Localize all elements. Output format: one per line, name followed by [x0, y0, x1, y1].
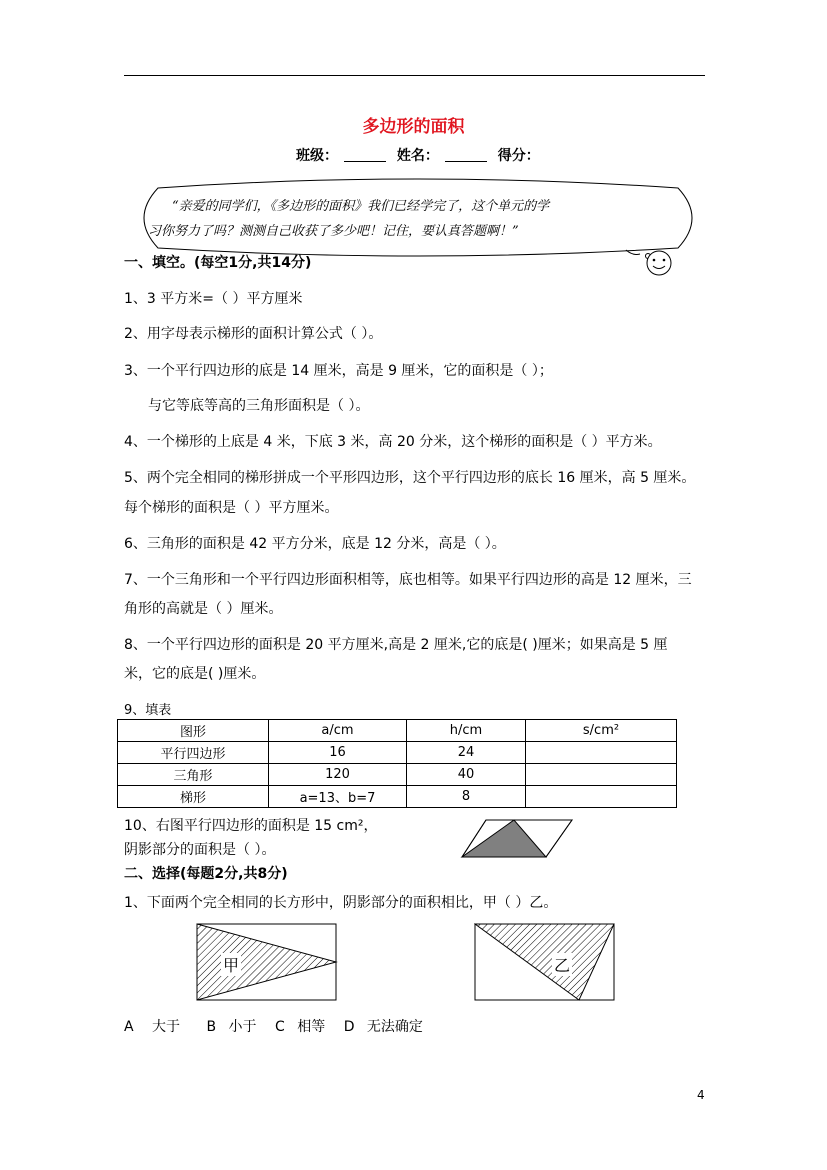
table-cell: 平行四边形	[118, 742, 269, 764]
table-cell: 40	[407, 764, 526, 786]
option-b-letter: B	[206, 1019, 217, 1035]
question-3a: 3、一个平行四边形的底是 14 厘米，高是 9 厘米，它的面积是（ ）；	[124, 363, 553, 379]
table-answer-cell[interactable]	[526, 764, 677, 786]
page-title: 多边形的面积	[362, 117, 465, 137]
table-cell: 8	[407, 786, 526, 808]
question-7a: 7、一个三角形和一个平行四边形面积相等，底也相等。如果平行四边形的高是 12 厘米，三	[124, 572, 692, 588]
question-4: 4、一个梯形的上底是 4 米，下底 3 米，高 20 分米，这个梯形的面积是（ ）平方米。	[124, 434, 662, 450]
name-blank[interactable]	[445, 161, 487, 162]
option-b-text[interactable]: 小于	[228, 1019, 257, 1035]
table-answer-cell[interactable]	[526, 786, 677, 808]
option-a-letter: A	[124, 1019, 134, 1035]
question-3b: 与它等底等高的三角形面积是（ ）。	[148, 398, 370, 414]
question-5a: 5、两个完全相同的梯形拼成一个平形四边形，这个平行四边形的底长 16 厘米，高 5 厘米。	[124, 470, 696, 486]
section-2-heading: 二、选择(每题2分,共8分)	[124, 866, 288, 882]
label-yi: 乙	[552, 953, 572, 976]
table-header-cell: h/cm	[407, 720, 526, 742]
parallelogram-figure-icon	[460, 818, 576, 860]
class-label: 班级：	[296, 148, 338, 164]
header-rule	[124, 75, 705, 76]
question-8b: 米，它的底是( )厘米。	[124, 666, 266, 682]
choice-question-1: 1、下面两个完全相同的长方形中，阴影部分的面积相比，甲（ ）乙。	[124, 895, 558, 911]
table-answer-cell[interactable]	[526, 742, 677, 764]
table-cell: 三角形	[118, 764, 269, 786]
table-header-cell: a/cm	[269, 720, 407, 742]
student-info	[296, 145, 540, 165]
option-a-text[interactable]: 大于	[152, 1019, 181, 1035]
label-jia: 甲	[221, 953, 241, 976]
option-c-text[interactable]: 相等	[297, 1019, 326, 1035]
intro-line-1: “亲爱的同学们，《多边形的面积》我们已经学完了，这个单元的学	[172, 199, 550, 214]
table-row	[118, 764, 677, 786]
table-cell: a=13、b=7	[269, 786, 407, 808]
question-1: 1、3 平方米=（ ）平方厘米	[124, 291, 303, 307]
table-cell: 24	[407, 742, 526, 764]
score-label: 得分：	[497, 148, 540, 164]
question-10b: 阴影部分的面积是（ ）。	[124, 842, 276, 858]
smiley-face-icon	[644, 249, 674, 277]
question-5b: 每个梯形的面积是（ ）平方厘米。	[124, 500, 339, 516]
class-blank[interactable]	[344, 161, 386, 162]
option-d-text[interactable]: 无法确定	[366, 1019, 423, 1035]
name-label: 姓名：	[396, 148, 439, 164]
table-header-cell: 图形	[118, 720, 269, 742]
table-cell: 梯形	[118, 786, 269, 808]
table-row	[118, 786, 677, 808]
table-cell: 16	[269, 742, 407, 764]
rectangle-yi-figure-icon	[474, 923, 616, 1003]
intro-line-2: 习你努力了吗？测测自己收获了多少吧！记住，要认真答题啊！”	[148, 224, 519, 239]
table-header-cell: s/cm²	[526, 720, 677, 742]
question-10a: 10、右图平行四边形的面积是 15 cm²，	[124, 818, 378, 834]
table-row	[118, 742, 677, 764]
table-header-row	[118, 720, 677, 742]
question-8a: 8、一个平行四边形的面积是 20 平方厘米,高是 2 厘米,它的底是( )厘米；如果高是 5 厘	[124, 637, 668, 653]
option-c-letter: C	[275, 1019, 285, 1035]
option-d-letter: D	[343, 1019, 355, 1035]
question-7b: 角形的高就是（ ）厘米。	[124, 601, 283, 617]
question-9: 9、填表	[124, 703, 172, 718]
choice-options	[124, 1016, 423, 1036]
table-cell: 120	[269, 764, 407, 786]
page-number: 4	[697, 1088, 705, 1102]
question-2: 2、用字母表示梯形的面积计算公式（ ）。	[124, 326, 383, 342]
rectangle-jia-figure-icon	[196, 923, 338, 1003]
fill-table	[117, 719, 677, 808]
section-1-heading: 一、填空。(每空1分,共14分)	[124, 255, 312, 271]
question-6: 6、三角形的面积是 42 平方分米，底是 12 分米，高是（ ）。	[124, 536, 506, 552]
